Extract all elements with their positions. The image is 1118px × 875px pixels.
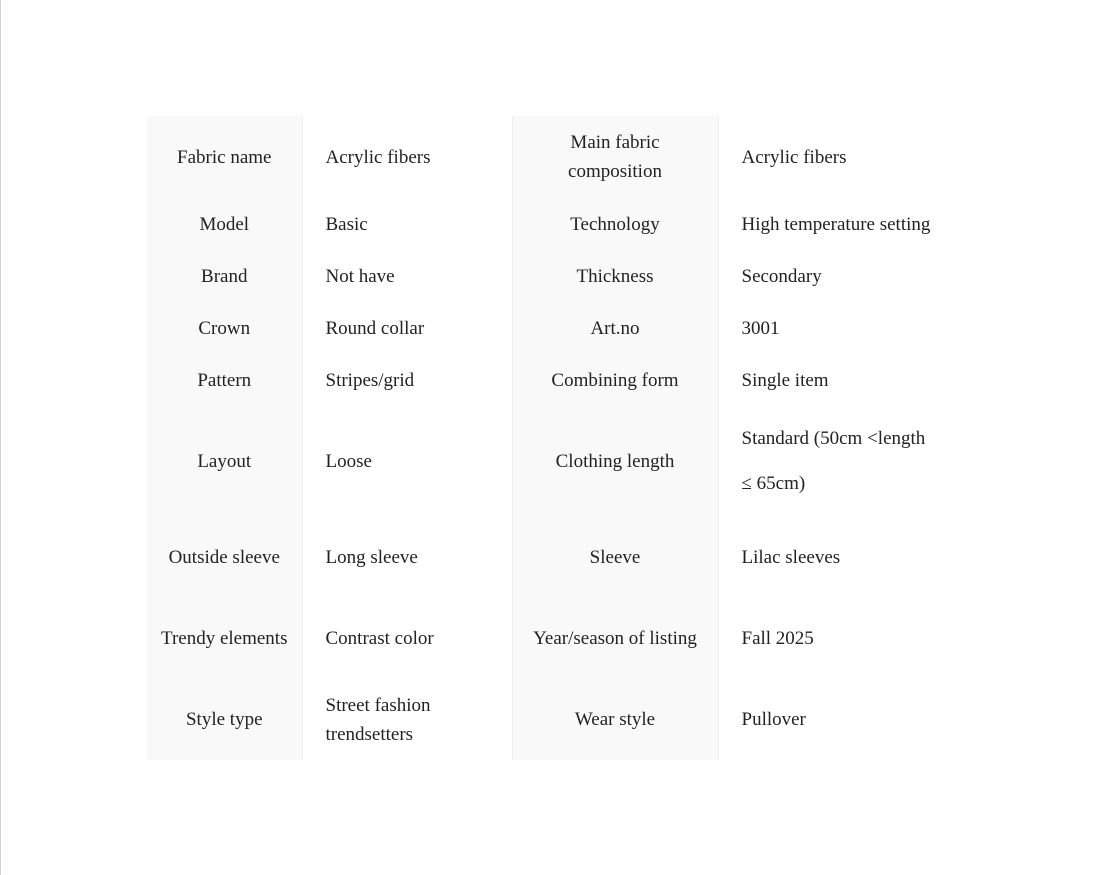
spec-row	[147, 116, 947, 198]
spec-value: Standard (50cm <length ≤ 65cm)	[741, 428, 926, 494]
spec-row	[147, 354, 947, 406]
spec-value: Contrast color	[325, 628, 434, 649]
spec-label: Style type	[147, 679, 302, 760]
spec-value: High temperature setting	[741, 213, 931, 235]
spec-row	[147, 598, 947, 679]
spec-row	[147, 516, 947, 598]
spec-label: Clothing length	[512, 406, 718, 516]
spec-label: Main fabric composition	[512, 116, 718, 198]
spec-value: Loose	[325, 450, 372, 472]
spec-value: Secondary	[741, 265, 822, 287]
spec-value: Round collar	[325, 317, 425, 339]
spec-row	[147, 250, 947, 302]
spec-value: Fall 2025	[741, 628, 814, 649]
spec-label: Thickness	[512, 250, 718, 302]
spec-label: Layout	[147, 406, 302, 516]
spec-value: Lilac sleeves	[741, 546, 841, 568]
spec-value: Basic	[325, 213, 368, 235]
spec-value: 3001	[741, 317, 780, 339]
spec-value: Single item	[741, 369, 829, 391]
spec-label: Sleeve	[512, 516, 718, 598]
spec-label: Fabric name	[147, 116, 302, 198]
spec-label: Brand	[147, 250, 302, 302]
spec-table-body	[147, 116, 947, 760]
spec-label: Art.no	[512, 302, 718, 354]
spec-value: Stripes/grid	[325, 369, 415, 391]
spec-label: Model	[147, 198, 302, 250]
spec-label: Combining form	[512, 354, 718, 406]
spec-value: Pullover	[741, 709, 806, 730]
spec-label: Year/season of listing	[512, 598, 718, 679]
spec-value: Acrylic fibers	[325, 146, 431, 168]
spec-label: Wear style	[512, 679, 718, 760]
spec-value: Street fashion trendsetters	[325, 694, 431, 745]
spec-label: Outside sleeve	[147, 516, 302, 598]
spec-value: Not have	[325, 265, 395, 287]
spec-label: Crown	[147, 302, 302, 354]
spec-row	[147, 679, 947, 760]
page-left-border	[0, 0, 1, 875]
spec-row	[147, 198, 947, 250]
spec-row	[147, 406, 947, 516]
spec-label: Technology	[512, 198, 718, 250]
product-spec-table	[147, 116, 947, 760]
spec-row	[147, 302, 947, 354]
spec-label: Pattern	[147, 354, 302, 406]
spec-label: Trendy elements	[147, 598, 302, 679]
spec-value: Acrylic fibers	[741, 146, 847, 168]
spec-value: Long sleeve	[325, 546, 418, 568]
